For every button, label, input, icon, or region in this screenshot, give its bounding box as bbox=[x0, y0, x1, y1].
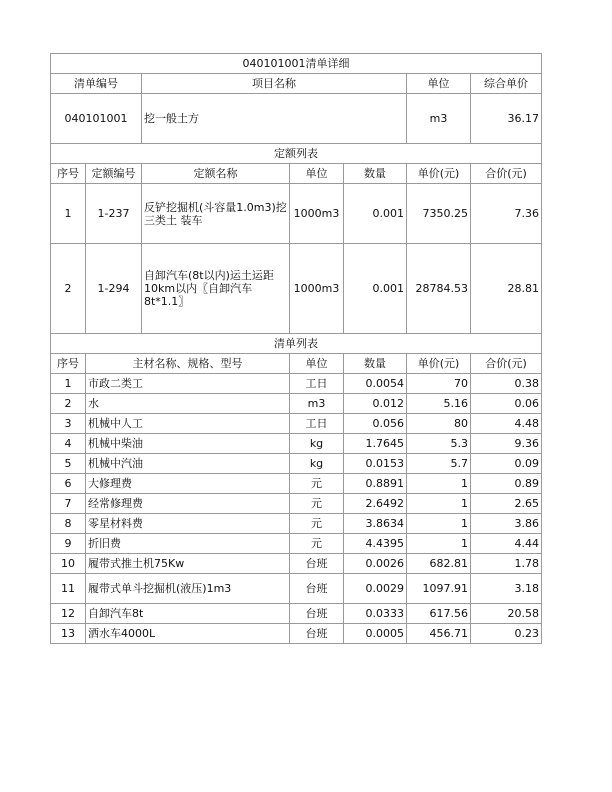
list-section-title: 清单列表 bbox=[51, 334, 542, 354]
quota-code: 1-237 bbox=[86, 184, 142, 244]
table-row bbox=[51, 624, 542, 644]
list-unit: 元 bbox=[290, 514, 344, 534]
list-price: 1 bbox=[407, 474, 471, 494]
quota-section-title: 定额列表 bbox=[51, 144, 542, 164]
list-no: 3 bbox=[51, 414, 86, 434]
quota-name: 反铲挖掘机(斗容量1.0m3)挖三类土 装车 bbox=[142, 184, 290, 244]
quota-header-total: 合价(元) bbox=[471, 164, 542, 184]
list-price: 682.81 bbox=[407, 554, 471, 574]
quota-header-name: 定额名称 bbox=[142, 164, 290, 184]
list-name: 机械中人工 bbox=[86, 414, 290, 434]
header-unit-price: 综合单价 bbox=[471, 74, 542, 94]
quota-no: 2 bbox=[51, 244, 86, 334]
list-total: 1.78 bbox=[471, 554, 542, 574]
list-header-no: 序号 bbox=[51, 354, 86, 374]
quota-qty: 0.001 bbox=[344, 184, 407, 244]
list-unit: 元 bbox=[290, 494, 344, 514]
list-name: 折旧费 bbox=[86, 534, 290, 554]
quota-unit: 1000m3 bbox=[290, 244, 344, 334]
list-price: 5.16 bbox=[407, 394, 471, 414]
list-total: 20.58 bbox=[471, 604, 542, 624]
list-header-name: 主材名称、规格、型号 bbox=[86, 354, 290, 374]
item-row bbox=[51, 94, 542, 144]
list-price: 617.56 bbox=[407, 604, 471, 624]
list-no: 11 bbox=[51, 574, 86, 604]
list-total: 0.38 bbox=[471, 374, 542, 394]
list-price: 80 bbox=[407, 414, 471, 434]
list-no: 7 bbox=[51, 494, 86, 514]
table-row bbox=[51, 434, 542, 454]
list-unit: 台班 bbox=[290, 604, 344, 624]
table-row bbox=[51, 534, 542, 554]
list-qty: 2.6492 bbox=[344, 494, 407, 514]
list-unit: 工日 bbox=[290, 414, 344, 434]
list-qty: 0.0005 bbox=[344, 624, 407, 644]
list-total: 4.48 bbox=[471, 414, 542, 434]
list-qty: 0.012 bbox=[344, 394, 407, 414]
quota-price: 7350.25 bbox=[407, 184, 471, 244]
bill-detail-table bbox=[50, 53, 542, 644]
quota-header-no: 序号 bbox=[51, 164, 86, 184]
quota-header-price: 单价(元) bbox=[407, 164, 471, 184]
list-price: 1 bbox=[407, 514, 471, 534]
list-name: 经常修理费 bbox=[86, 494, 290, 514]
item-unit-price: 36.17 bbox=[471, 94, 542, 144]
list-price: 1 bbox=[407, 534, 471, 554]
list-price: 456.71 bbox=[407, 624, 471, 644]
list-qty: 0.0029 bbox=[344, 574, 407, 604]
list-header-total: 合价(元) bbox=[471, 354, 542, 374]
quota-qty: 0.001 bbox=[344, 244, 407, 334]
table-row bbox=[51, 604, 542, 624]
quota-header-unit: 单位 bbox=[290, 164, 344, 184]
list-header-qty: 数量 bbox=[344, 354, 407, 374]
list-name: 履带式推土机75Kw bbox=[86, 554, 290, 574]
list-total: 4.44 bbox=[471, 534, 542, 554]
list-name: 机械中汽油 bbox=[86, 454, 290, 474]
list-qty: 4.4395 bbox=[344, 534, 407, 554]
table-row bbox=[51, 494, 542, 514]
table-row bbox=[51, 394, 542, 414]
list-total: 0.06 bbox=[471, 394, 542, 414]
list-no: 5 bbox=[51, 454, 86, 474]
list-header-row bbox=[51, 354, 542, 374]
quota-header-qty: 数量 bbox=[344, 164, 407, 184]
item-name: 挖一般土方 bbox=[142, 94, 407, 144]
list-no: 12 bbox=[51, 604, 86, 624]
list-qty: 3.8634 bbox=[344, 514, 407, 534]
title-row bbox=[51, 54, 542, 74]
list-total: 0.89 bbox=[471, 474, 542, 494]
quota-section-row bbox=[51, 144, 542, 164]
list-total: 0.23 bbox=[471, 624, 542, 644]
quota-code: 1-294 bbox=[86, 244, 142, 334]
list-name: 自卸汽车8t bbox=[86, 604, 290, 624]
list-qty: 0.0054 bbox=[344, 374, 407, 394]
list-total: 2.65 bbox=[471, 494, 542, 514]
table-row bbox=[51, 374, 542, 394]
list-qty: 0.0153 bbox=[344, 454, 407, 474]
table-row bbox=[51, 454, 542, 474]
list-total: 3.18 bbox=[471, 574, 542, 604]
quota-total: 28.81 bbox=[471, 244, 542, 334]
list-unit: 元 bbox=[290, 474, 344, 494]
list-total: 0.09 bbox=[471, 454, 542, 474]
list-no: 1 bbox=[51, 374, 86, 394]
header-unit: 单位 bbox=[407, 74, 471, 94]
list-unit: 工日 bbox=[290, 374, 344, 394]
list-qty: 0.0333 bbox=[344, 604, 407, 624]
sheet-title: 040101001清单详细 bbox=[51, 54, 542, 74]
list-name: 零星材料费 bbox=[86, 514, 290, 534]
table-row bbox=[51, 514, 542, 534]
list-name: 洒水车4000L bbox=[86, 624, 290, 644]
header-name: 项目名称 bbox=[142, 74, 407, 94]
list-unit: kg bbox=[290, 434, 344, 454]
list-unit: 台班 bbox=[290, 574, 344, 604]
item-unit: m3 bbox=[407, 94, 471, 144]
list-price: 70 bbox=[407, 374, 471, 394]
list-no: 10 bbox=[51, 554, 86, 574]
list-no: 4 bbox=[51, 434, 86, 454]
list-unit: m3 bbox=[290, 394, 344, 414]
list-name: 市政二类工 bbox=[86, 374, 290, 394]
quota-row bbox=[51, 244, 542, 334]
header-code: 清单编号 bbox=[51, 74, 142, 94]
list-name: 机械中柴油 bbox=[86, 434, 290, 454]
list-unit: 台班 bbox=[290, 624, 344, 644]
quota-total: 7.36 bbox=[471, 184, 542, 244]
list-total: 9.36 bbox=[471, 434, 542, 454]
list-qty: 0.0026 bbox=[344, 554, 407, 574]
quota-row bbox=[51, 184, 542, 244]
table-row bbox=[51, 474, 542, 494]
list-name: 大修理费 bbox=[86, 474, 290, 494]
table-row bbox=[51, 414, 542, 434]
list-no: 9 bbox=[51, 534, 86, 554]
list-qty: 1.7645 bbox=[344, 434, 407, 454]
quota-no: 1 bbox=[51, 184, 86, 244]
list-no: 13 bbox=[51, 624, 86, 644]
list-total: 3.86 bbox=[471, 514, 542, 534]
list-name: 履带式单斗挖掘机(液压)1m3 bbox=[86, 574, 290, 604]
table-row bbox=[51, 554, 542, 574]
list-qty: 0.056 bbox=[344, 414, 407, 434]
list-unit: 元 bbox=[290, 534, 344, 554]
list-price: 1 bbox=[407, 494, 471, 514]
list-no: 2 bbox=[51, 394, 86, 414]
item-header-row bbox=[51, 74, 542, 94]
list-price: 5.3 bbox=[407, 434, 471, 454]
item-code: 040101001 bbox=[51, 94, 142, 144]
list-header-price: 单价(元) bbox=[407, 354, 471, 374]
table-row bbox=[51, 574, 542, 604]
quota-header-row bbox=[51, 164, 542, 184]
list-unit: kg bbox=[290, 454, 344, 474]
list-unit: 台班 bbox=[290, 554, 344, 574]
list-name: 水 bbox=[86, 394, 290, 414]
list-no: 8 bbox=[51, 514, 86, 534]
list-header-unit: 单位 bbox=[290, 354, 344, 374]
list-no: 6 bbox=[51, 474, 86, 494]
list-price: 1097.91 bbox=[407, 574, 471, 604]
quota-price: 28784.53 bbox=[407, 244, 471, 334]
quota-name: 自卸汽车(8t以内)运土运距10km以内〖自卸汽车8t*1.1〗 bbox=[142, 244, 290, 334]
list-price: 5.7 bbox=[407, 454, 471, 474]
quota-unit: 1000m3 bbox=[290, 184, 344, 244]
list-qty: 0.8891 bbox=[344, 474, 407, 494]
list-section-row bbox=[51, 334, 542, 354]
quota-header-code: 定额编号 bbox=[86, 164, 142, 184]
